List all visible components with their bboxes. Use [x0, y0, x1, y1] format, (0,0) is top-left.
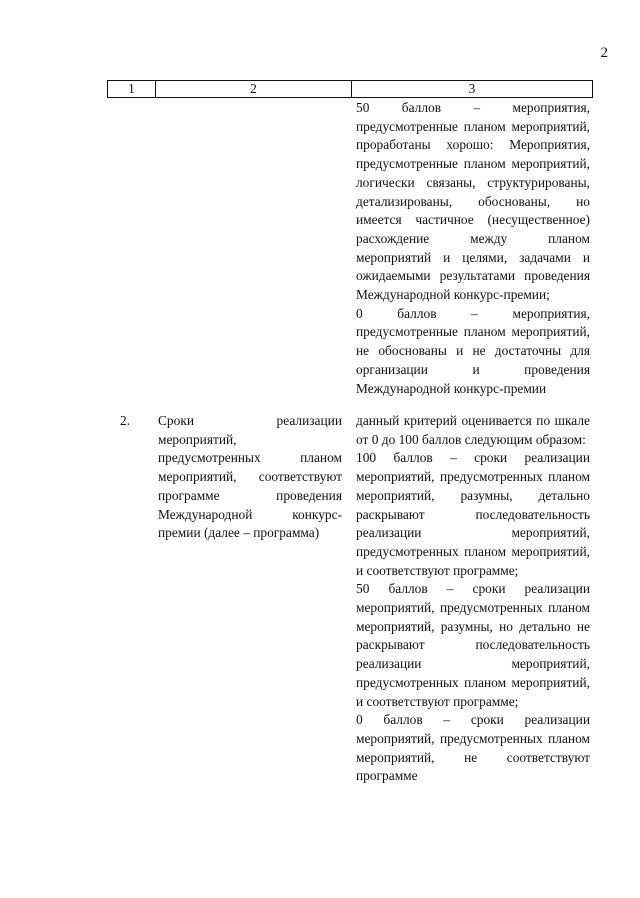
row2-score-0-paragraph: 0 баллов – сроки реализации мероприятий, предусмотренных планом мероприятий, не соответствуют программе [356, 712, 590, 784]
page-number: 2 [600, 45, 608, 61]
row2-number: 2. [120, 413, 131, 428]
row2-score-50-paragraph: 50 баллов – сроки реализации мероприятий, предусмотренных планом мероприятий, разумны, но детально не раскрывают последовательность реализации мероприятий, предусмотренных планом мероприятий, и соответствуют программе; [356, 581, 590, 709]
row1-scoring-cell [356, 99, 590, 398]
table-header-row [107, 80, 593, 98]
table-header-col-1: 1 [108, 81, 156, 97]
row2-criterion-cell [158, 412, 342, 543]
row2-scale-intro: данный критерий оценивается по шкале от 0 до 100 баллов следующим образом: [356, 413, 590, 447]
row1-score-0-paragraph: 0 баллов – мероприятия, предусмотренные планом мероприятий, не обоснованы и не достаточны для организации и проведения Международной конкурс-премии [356, 305, 590, 396]
row2-score-100-paragraph: 100 баллов – сроки реализации мероприятий, предусмотренных планом мероприятий, разумны, детально раскрывают последовательность реализации мероприятий, предусмотренных планом мероприятий, и соответствуют программе; [356, 450, 590, 578]
table-header-col-3: 3 [468, 81, 476, 96]
row1-score-50-paragraph: 50 баллов – мероприятия, предусмотренные планом мероприятий, проработаны хорошо: Мероприятия, предусмотренные планом мероприятий, логически связаны, структурированы, детализированы, обоснованы, но имеется частичное (несущественное) расхождение между планом мероприятий и целями, задачами и ожидаемыми результатами проведения Международной конкурс-премии; [356, 100, 590, 303]
row2-criterion-text: Сроки реализации мероприятий, предусмотренных планом мероприятий, соответствуют программе проведения Международной конкурс-премии (далее – программа) [158, 413, 342, 541]
table-header-col-2: 2 [156, 81, 352, 97]
row2-scoring-cell [356, 412, 590, 786]
